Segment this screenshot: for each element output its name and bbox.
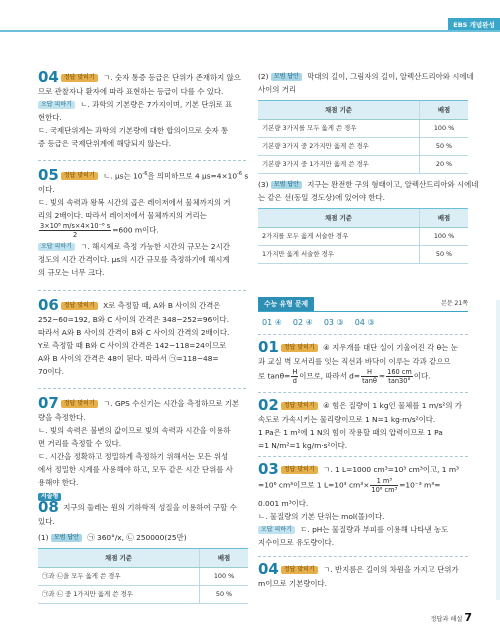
divider <box>38 290 246 291</box>
answer-key-item: 03 ③ <box>323 318 344 327</box>
item-number: 07 <box>38 394 59 412</box>
item-number: 02 <box>258 396 279 414</box>
correct-badge: 정답 맞히기 <box>61 400 98 408</box>
item-number: 04 <box>38 68 59 86</box>
table-row: ㉠과 ㉡ 중 1가지만 옳게 쓴 경우 50 % <box>38 586 248 604</box>
solution-03: 03 정답 맞히기 ㄱ. 1 L=1000 cm³=10³ cm³이고, 1 m³ =10⁶ cm³이므로 1 L=10³ cm³× $\frac{\text{1 m³}}{\text{10⁶ cm³}}$ =10⁻³ m³= 0.001 m³이다. ㄴ. 물질량의 기본 단위는 mol(몰)이다. 오답 피하기 ㄷ. pH는 물질량과 부피를 이용해 나타낸 농도 지수이므로 유도량이다. <box>258 460 460 547</box>
solution-02: 02 정답 맞히기 ④ 힘은 질량이 1 kg인 물체를 1 m/s²의 가 속도로 가속시키는 물리량이므로 1 N=1 kg·m/s²이다. 1 Pa은 1 m²에 1 N의 힘이 작용할 때의 압력이므로 1 Pa =1 N/m²=1 kg/m·s²이다. <box>258 396 462 450</box>
table-row: 1가지만 옳게 서술한 경우 50 % <box>258 246 468 264</box>
answer-08: 서술형 08 지구의 둘레는 원의 기하학적 성질을 이용하여 구할 수 있다. (1) 모범 답안 ㉠ 360°/x, ㉡ 250000(25만) 채점 기준 배점 ㉠과 ㉡을 모두 옳게 쓴 경우 100 % ㉠과 ㉡ 중 1가지만 옳게 쓴 경우 50 % <box>38 490 248 604</box>
answer-08-2: (2) 모범 답안 막대의 길이, 그림자의 길이, 알렉산드리아와 시에네 사이의 거리 채점 기준 배점 기본량 3가지를 모두 옳게 쓴 경우 100 % 기본량 3가지 중 2가지만 옳게 쓴 경우 50 % 기본량 3가지 중 1가지만 옳게 쓴 경우 20 % <box>258 70 468 174</box>
answer-key-item: 02 ④ <box>292 318 313 327</box>
answer-06: 06 정답 맞히기 X로 측정할 때, A와 B 사이의 간격은 252−60=192, B와 C 사이의 간격은 348−252=96이다. 따라서 A와 B 사이의 간격이 B와 C 사이의 간격의 2배이다. Y로 측정할 때 B와 C 사이의 간격은 142−118=24이므로 A와 B 사이의 간격은 48이 된다. 따라서 ㉠=118−48= 70이다. <box>38 296 230 376</box>
page-number: 7 <box>464 611 472 624</box>
model-answer-badge: 모범 답안 <box>271 181 302 189</box>
correct-badge: 정답 맞히기 <box>281 402 318 410</box>
fraction: $\frac{\text{1 m³}}{\text{10⁶ cm³}}$ <box>371 477 398 494</box>
answer-05: 05 정답 맞히기 ㄴ. μs는 $10^{-6}$을 의미하므로 4 $\mu s=4\times 10^{-6}$ s 이다. ㄷ. 빛의 속력과 왕복 시간의 곱은 레이저에서 물체까지의 거 리의 2배이다. 따라서 레이저에서 물체까지의 거리는 $\frac{\text{3×10⁸ m/s×4×10⁻⁶ s}}{2}$ =600 m이다. 오답 피하기 ㄱ. 해시계로 측정 가능한 시간의 규모는 2시간 정도의 시간 간격이다. μs의 시간 규모를 측정하기에 해시계 의 규모는 너무 크다. <box>38 166 249 278</box>
table-header: 채점 기준 <box>258 209 420 228</box>
item-number: 01 <box>258 338 279 356</box>
correct-badge: 정답 맞히기 <box>61 74 98 82</box>
item-number: 06 <box>38 296 59 314</box>
item-number: 03 <box>258 460 279 478</box>
divider <box>258 556 468 557</box>
wrong-badge: 오답 피하기 <box>38 243 75 251</box>
table-header: 배점 <box>420 101 469 120</box>
fraction: $\frac{160 cm}{\tan 30^\circ}$ <box>387 368 412 385</box>
section-page-ref: 본문 21쪽 <box>441 300 468 307</box>
solution-01: 01 정답 맞히기 ④ 지우개를 대단 실이 기울어진 각 θ는 눈 과 교실 벽 모서리를 잇는 직선과 바닥이 이루는 각과 같으므 로 tanθ= $\frac{H}{d}$ 이므로, 따라서 d= $\frac{H}{\tan\theta}$ = $\frac{160 cm}{\tan 30^\circ}$ 이다. <box>258 338 458 385</box>
correct-badge: 정답 맞히기 <box>281 566 318 574</box>
section-header <box>258 297 468 312</box>
fraction: $\frac{H}{d}$ <box>292 368 298 385</box>
divider <box>258 334 468 335</box>
header-rule <box>0 30 500 32</box>
answer-key-item: 04 ③ <box>354 318 375 327</box>
answer-key <box>262 316 386 329</box>
item-number: 05 <box>38 166 59 185</box>
divider <box>258 456 468 457</box>
page-footer <box>431 611 472 626</box>
divider <box>38 160 246 161</box>
divider <box>38 388 246 389</box>
table-row: 기본량 3가지를 모두 옳게 쓴 경우 100 % <box>258 120 468 138</box>
table-row: 기본량 3가지 중 2가지만 옳게 쓴 경우 50 % <box>258 138 468 156</box>
correct-badge: 정답 맞히기 <box>61 172 98 180</box>
correct-badge: 정답 맞히기 <box>281 466 318 474</box>
wrong-badge: 오답 피하기 <box>38 101 75 109</box>
answer-key-item: 01 ④ <box>262 318 282 327</box>
table-row: ㉠과 ㉡을 모두 옳게 쓴 경우 100 % <box>38 568 248 586</box>
scoring-table <box>258 100 468 174</box>
fraction: $\frac{H}{\tan\theta}$ <box>362 368 377 385</box>
section-title: 수능 유형 문제 <box>258 297 314 311</box>
solution-04: 04 정답 맞히기 ㄱ. 반지름은 길이의 차원을 가지고 단위가 m이므로 기본량이다. <box>258 560 459 588</box>
correct-badge: 정답 맞히기 <box>61 302 98 310</box>
table-row: 기본량 3가지 중 1가지만 옳게 쓴 경우 20 % <box>258 156 468 174</box>
model-answer-badge: 모범 답안 <box>51 534 82 542</box>
answer-04: 04 정답 맞히기 ㄱ. 숫자 통증 등급은 단위가 존재하지 않으 므로 관찰자나 환자에 따라 표현하는 등급이 다를 수 있다. 오답 피하기 ㄴ. 과학의 기본량은 7가지이며, 기본 단위로 표 현한다. ㄷ. 국제단위계는 과학의 기본량에 대한 합의이므로 숫자 통 증 등급은 국제단위계에 해당되지 않는다. <box>38 68 241 148</box>
wrong-badge: 오답 피하기 <box>258 526 295 534</box>
scoring-table <box>38 548 248 604</box>
correct-badge: 정답 맞히기 <box>281 344 318 352</box>
item-number: 08 <box>38 498 59 516</box>
footer-label: 정답과 해설 <box>430 616 463 623</box>
table-header: 채점 기준 <box>38 549 200 568</box>
model-answer-badge: 모범 답안 <box>271 73 302 81</box>
divider <box>258 392 468 393</box>
answer-08-3: (3) 모범 답안 지구는 완전한 구의 형태이고, 알렉산드리아와 시에네 는 같은 선(동일 경도상)에 있어야 한다. 채점 기준 배점 2가지를 모두 옳게 서술한 경우 100 % 1가지만 옳게 서술한 경우 50 % <box>258 178 468 264</box>
table-row: 2가지를 모두 옳게 서술한 경우 100 % <box>258 228 468 246</box>
side-strip <box>496 300 500 600</box>
header-tab: EBS 개념완성 <box>448 18 500 32</box>
table-header: 배점 <box>200 549 249 568</box>
fraction: $\frac{\text{3×10⁸ m/s×4×10⁻⁶ s}}{2}$ <box>40 222 111 240</box>
item-number: 04 <box>258 560 279 578</box>
essay-tag: 서술형 <box>38 493 61 501</box>
table-header: 채점 기준 <box>258 101 420 120</box>
scoring-table <box>258 208 468 264</box>
answer-07: 07 정답 맞히기 ㄱ. GPS 수신기는 시간을 측정하므로 기본 량을 측정한다. ㄴ. 빛의 속력은 불변의 값이므로 빛의 속력과 시간을 이용하 면 거리를 측정할 수 있다. ㄷ. 시간을 정확하고 정밀하게 측정하기 위해서는 모든 위성 에서 정밀한 시계를 사용해야 하고, 모두 같은 시간 단위를 사 용해야 한다. <box>38 394 240 487</box>
table-header: 배점 <box>420 209 469 228</box>
